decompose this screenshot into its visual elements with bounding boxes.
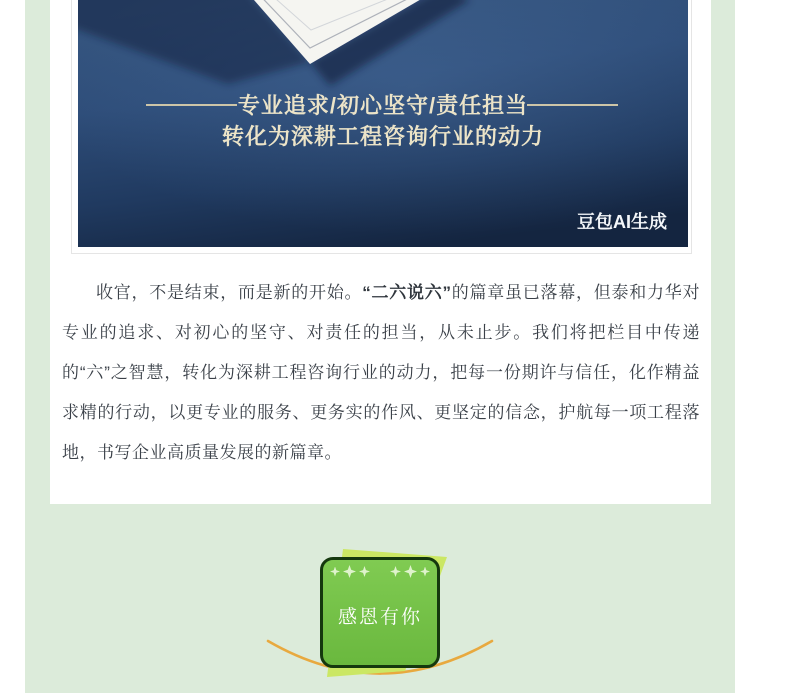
article-highlight: “二六说六” [362, 283, 452, 302]
hero-tagline: 专业追求/初心坚守/责任担当 [237, 93, 529, 118]
hero-subline: 转化为深耕工程咨询行业的动力 [221, 124, 545, 149]
hero-image[interactable] [78, 0, 688, 247]
article-paragraph [62, 273, 700, 473]
hero-image-canvas [78, 0, 688, 247]
divider-line-right [527, 104, 618, 106]
article-rest: 的篇章虽已落幕，但泰和力华对专业的追求、对初心的坚守、对责任的担当，从未止步。我们将把栏目中传递的“六”之智慧，转化为深耕工程咨询行业的动力，把每一份期许与信任，化作精益求精的行动，以更专业的服务、更务实的作风、更坚定的信念，护航每一项工程落地，书写企业高质量发展的新篇章。 [62, 283, 700, 462]
article-intro: 收官，不是结束，而是新的开始。 [96, 283, 363, 302]
divider-line-left [146, 104, 237, 106]
thanks-card[interactable] [320, 557, 440, 668]
thanks-label: 感恩有你 [337, 607, 422, 628]
doubao-watermark: 豆包AI生成 [577, 212, 667, 232]
